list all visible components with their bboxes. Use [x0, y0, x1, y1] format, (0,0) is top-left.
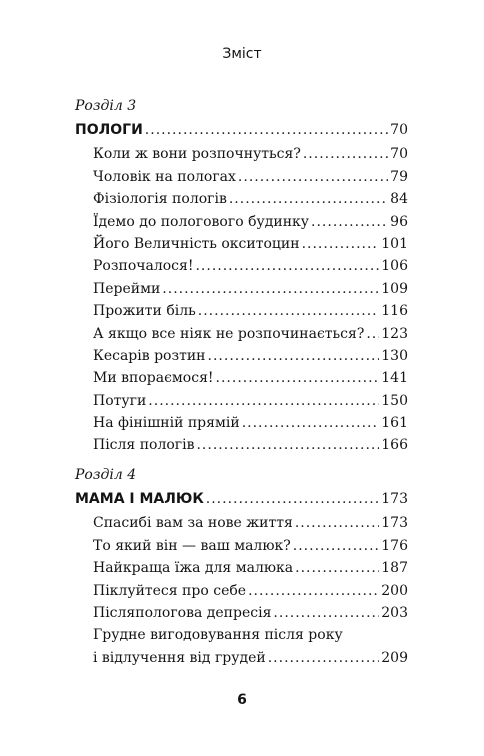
leader-dots: [242, 412, 380, 434]
chapter-title-row: [75, 488, 408, 510]
toc-entry-page: 173: [381, 515, 408, 532]
page-number: 6: [237, 692, 247, 708]
toc-entry-text: Перейми: [93, 280, 161, 297]
leader-dots: [248, 580, 379, 602]
leader-dots: [295, 512, 379, 534]
toc-entry-text: Кесарів розтин: [93, 347, 206, 364]
toc-entry: [75, 647, 408, 669]
leader-dots: [302, 233, 380, 255]
toc-entry-page: 166: [381, 437, 408, 454]
toc-entry: [75, 602, 408, 624]
leader-dots: [229, 188, 388, 210]
chapter-page: 173: [381, 491, 408, 507]
toc-entry: [75, 367, 408, 389]
toc-entry-text: Спасибі вам за нове життя: [93, 515, 293, 532]
leader-dots: [195, 255, 379, 277]
toc-entries: [75, 143, 408, 456]
toc-entry-text: Ми впораємося!: [93, 370, 214, 387]
leader-dots: [295, 557, 379, 579]
toc-entry-text: А якщо все ніяк не розпочинається?: [93, 325, 365, 342]
toc-entry-page: 187: [381, 560, 408, 577]
leader-dots: [162, 278, 379, 300]
toc-entry: [75, 412, 408, 434]
leader-dots: [216, 367, 380, 389]
chapter-label: Розділ 4: [75, 467, 137, 483]
toc-entry-page: 96: [390, 213, 408, 230]
leader-dots: [145, 119, 388, 141]
toc-entry-text: То який він — ваш малюк?: [93, 537, 291, 554]
toc-entry-text: Чоловік на пологах: [93, 168, 236, 185]
toc-entry-text: Найкраща їжа для малюка: [93, 560, 294, 577]
leader-dots: [303, 143, 388, 165]
leader-dots: [148, 390, 379, 412]
leader-dots: [366, 323, 379, 345]
toc-entry-page: 116: [381, 303, 408, 320]
toc-entries: [75, 512, 408, 624]
leader-dots: [268, 647, 380, 669]
leader-dots: [311, 211, 388, 233]
toc-entry: [75, 323, 408, 345]
toc-entry: [75, 143, 408, 165]
toc-entry-page: 141: [381, 370, 408, 387]
toc-entry-text: Після пологів: [93, 437, 195, 454]
toc-entry: [75, 557, 408, 579]
toc-entry-text: Грудне вигодовування після року: [93, 627, 343, 644]
toc-entry: [75, 166, 408, 188]
leader-dots: [206, 488, 380, 510]
leader-dots: [198, 300, 380, 322]
toc-entry: [75, 345, 408, 367]
leader-dots: [273, 602, 379, 624]
toc-entry-page: 209: [381, 649, 408, 666]
toc-entry-page: 79: [390, 168, 408, 185]
toc-entry: [75, 211, 408, 233]
leader-dots: [196, 434, 379, 456]
toc-entry-page: 130: [381, 347, 408, 364]
toc-entry-page: 106: [381, 258, 408, 275]
leader-dots: [208, 345, 380, 367]
toc-entry-page: 176: [381, 537, 408, 554]
leader-dots: [293, 535, 379, 557]
toc-entry-text: Їдемо до пологового будинку: [93, 213, 310, 230]
toc-entry-page: 101: [381, 235, 408, 252]
toc-entry: [75, 580, 408, 602]
toc-entry: [75, 624, 408, 646]
chapter-title: МАМА І МАЛЮК: [75, 491, 204, 507]
toc-entry: [75, 300, 408, 322]
toc-entry-page: 123: [381, 325, 408, 342]
section-4: [75, 465, 408, 669]
chapter-title-row: [75, 119, 408, 141]
chapter-title: ПОЛОГИ: [75, 122, 143, 138]
toc-entry-page: 161: [381, 415, 408, 432]
toc-entry: [75, 535, 408, 557]
toc-entry: [75, 233, 408, 255]
toc-entry-text: Прожити біль: [93, 303, 196, 320]
toc-entry-text: Коли ж вони розпочнуться?: [93, 146, 301, 163]
toc-entry-page: 70: [390, 146, 408, 163]
section-3: [75, 96, 408, 457]
toc-entry: [75, 434, 408, 456]
toc-entry-page: 200: [381, 582, 408, 599]
toc-header: Зміст: [222, 46, 262, 62]
toc-entry: [75, 255, 408, 277]
toc-entry-page: 203: [381, 604, 408, 621]
toc-entry-page: 150: [381, 392, 408, 409]
chapter-label: Розділ 3: [75, 98, 137, 114]
toc-entry: [75, 278, 408, 300]
toc-entry: [75, 512, 408, 534]
toc-entry-text: Потуги: [93, 392, 147, 409]
leader-dots: [238, 166, 388, 188]
toc-entry: [75, 390, 408, 412]
toc-entry-text: Його Величність окситоцин: [93, 235, 300, 252]
toc-entry: [75, 188, 408, 210]
toc-entry-text: Піклуйтеся про себе: [93, 582, 247, 599]
toc-entry-text: Фізіологія пологів: [93, 191, 227, 208]
toc-entry-page: 109: [381, 280, 408, 297]
toc-entry-text: і відлучення від грудей: [93, 649, 266, 666]
chapter-page: 70: [390, 122, 408, 138]
toc-entry-text: Післяпологова депресія: [93, 604, 272, 621]
toc-entry-page: 84: [390, 191, 408, 208]
toc-entry-text: На фінішній прямій: [93, 415, 240, 432]
toc-entry-text: Розпочалося!: [93, 258, 194, 275]
